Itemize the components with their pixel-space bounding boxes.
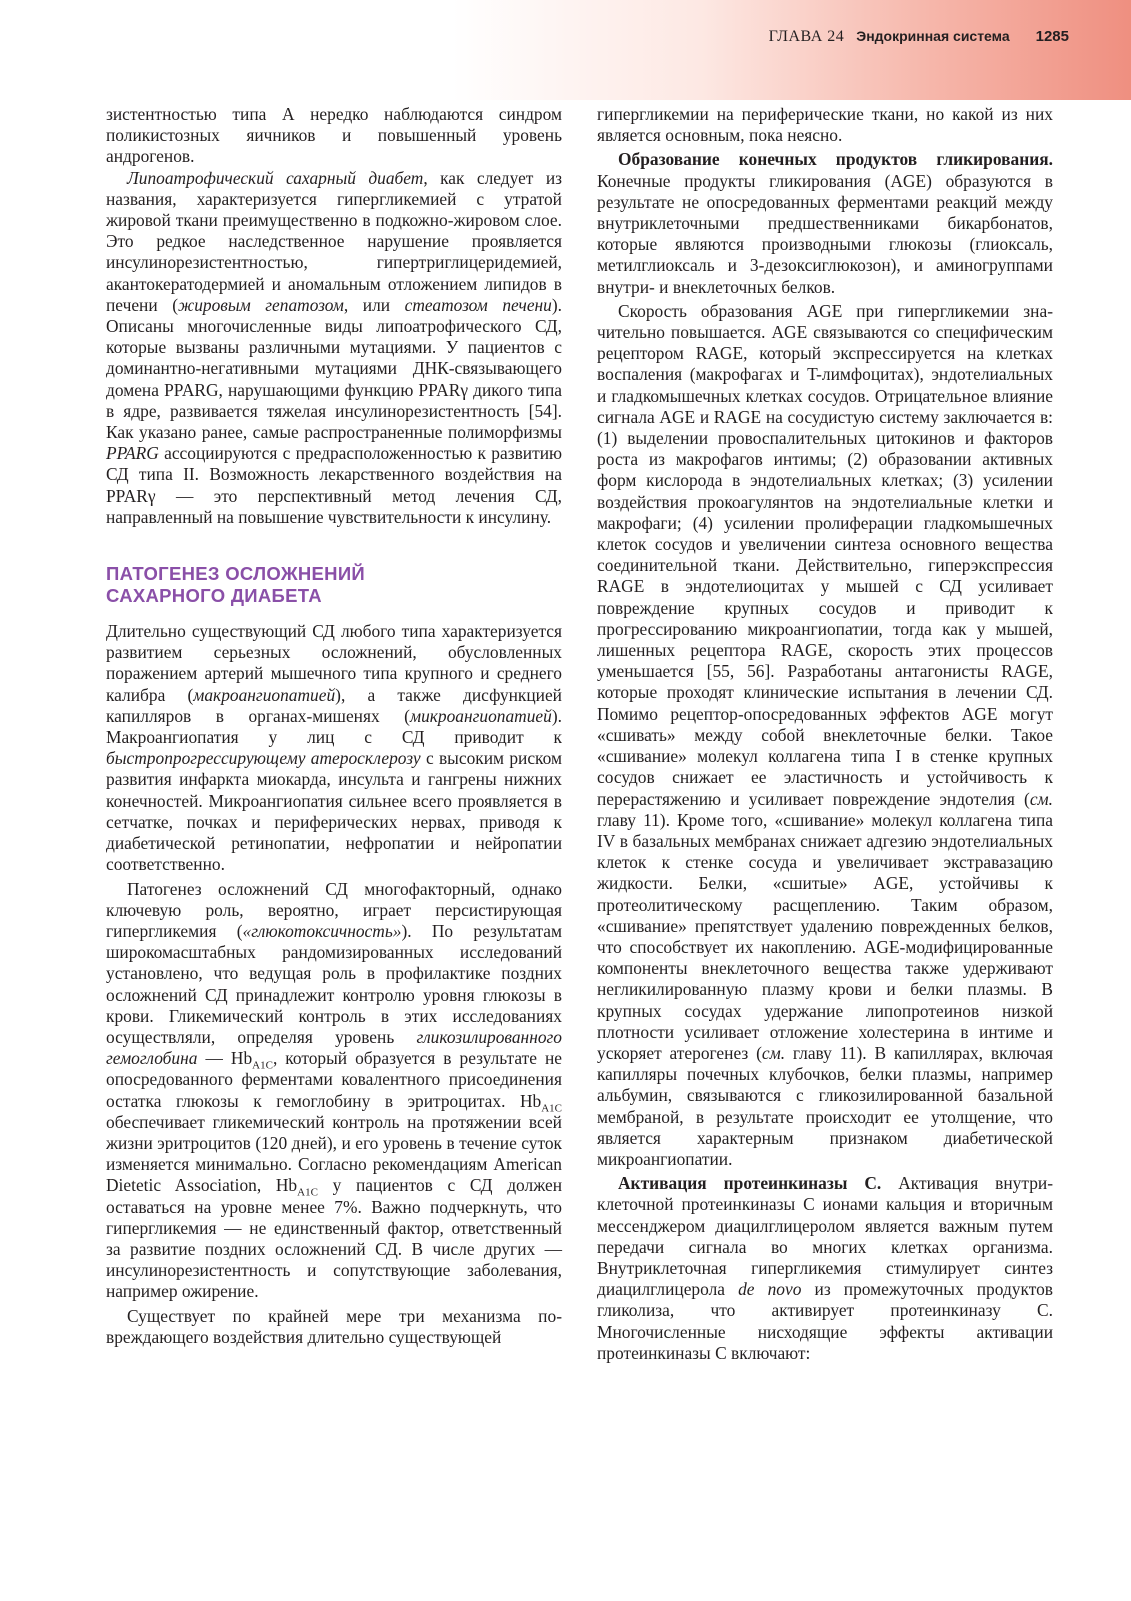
paragraph: Активация протеинкиназы С. Активация внутриклеточной протеинкиназы С ионами кальция и вторичным мессенджером диацилглицеролом является важным путем передачи сигнала во многих клетках организма. Внутриклеточная гипергликемия стимулирует синтез диацилглицерола de novo из промежуточных продуктов гликолиза, что активирует протеинкиназу С. Многочисленные нисходящие эффекты активации протеинкиназы С включают:: [597, 1173, 1053, 1363]
paragraph: гипергликемии на периферические ткани, но какой из них является основным, пока неясно.: [597, 104, 1053, 146]
chapter-label: ГЛАВА 24: [768, 28, 845, 45]
left-column: [106, 104, 562, 1348]
header-band: [0, 0, 1131, 100]
paragraph: зистентностью типа А нередко наблюдаются синдром поликистозных яичников и повышенный уровень андрогенов.: [106, 104, 562, 167]
paragraph: Длительно существующий СД любого типа характеризуется развитием серьезных осложнений, обусловленных поражением артерий мышечного типа крупного и среднего калибра (макроангиопатией), а также дисфункцией капилляров в органах-мишенях (микроангиопатией). Макроангиопатия у лиц с СД приводит к быстропрогрессирующему атеросклерозу с высоким риском развития инфаркта миокарда, инсульта и гангрены нижних конечностей. Микроангиопатия сильнее всего проявляется в сетчатке, почках и периферических нервах, приводя к диабетической ретинопатии, нефропатии и нейропатии соответственно.: [106, 621, 562, 875]
section-heading: ПАТОГЕНЕЗ ОСЛОЖНЕНИЙ САХАРНОГО ДИАБЕТА: [106, 563, 366, 607]
subscript: A1C: [252, 1059, 273, 1072]
page-number: 1285: [1035, 28, 1069, 45]
paragraph: Скорость образования AGE при гипергликемии значительно повышается. AGE связываются со специфическим рецептором RAGE, который экспрессируется на клетках воспаления (макрофагах и T-лимфоцитах), эндотелиальных и гладкомышечных клетках сосудов. Отрицательное влияние сигнала AGE и RAGE на сосудистую систему заключается в: (1) выделении провоспалительных цитокинов и факторов роста из макрофагов интимы; (2) образовании активных форм кислорода в эндотелиальных клетках; (3) усилении воздействия прокоагулянтов на эндотелиальные клетки и макрофаги; (4) усилении пролиферации гладкомышечных клеток сосудов и увеличении синтеза основного вещества соединительной ткани. Действительно, гиперэкспрессия RAGE в эндотелиоцитах у мышей с СД усиливает повреждение крупных сосудов и приводит к прогрессированию микроангиопатии, тогда как у мышей, лишенных рецептора RAGE, скорость этих процессов уменьшается [55, 56]. Разработаны антагонисты RAGE, которые проходят клинические испытания в лечении СД. Помимо рецептор-опосредованных эффектов AGE могут «сшивать» между собой внеклеточные белки. Такое «сшивание» молекул коллагена типа I в стенке крупных сосудов снижает ее эластичность и устойчивость к перерастяжению и усиливает повреждение эндотелия (см. главу 11). Кроме того, «сшивание» молекул коллагена типа IV в базальных мембранах снижает адгезию эндотелиальных клеток к стенке сосуда и увеличивает экстравазацию жидкости. Белки, «сшитые» AGE, устойчивы к протеолитическому расщеплению. Таким образом, «сшивание» препятствует удалению поврежденных белков, что способствует их накоплению. AGE-модифицированные компоненты внеклеточного вещества также удерживают негликилированную плазму крови и белки плазмы. В крупных сосудах удержание липопротеинов низкой плотности усиливает отложение холестерина в интиме и ускоряет атерогенез (см. главу 11). В капиллярах, включая капилляры почечных клубочков, белки плазмы, например альбумин, связываются с гликозилированной базальной мембраной, в результате происходит ее утолщение, что является характерным признаком диабетической микроангиопатии.: [597, 300, 1053, 1169]
run-in-heading: Активация протеинкиназы С.: [618, 1173, 882, 1194]
paragraph: Патогенез осложнений СД многофакторный, однако ключевую роль, вероятно, играет персистирующая гипергликемия («глюкотоксичность»). По результатам широкомасштабных рандомизированных исследований установлено, что ведущая роль в профилактике поздних осложнений СД принадлежит контролю уровня глюкозы в крови. Гликемический контроль в этих исследованиях осуществляли, определяя уровень гликозилированного гемоглобина — $Hb_{A1C}$, который образуется в результате не опосредованного ферментами ковалентного присоединения остатка глюкозы к гемоглобину в эритроцитах. $Hb_{A1C}$ обеспечивает гликемический контроль на протяжении всей жизни эритроцитов (120 дней), и его уровень в течение суток изменяется минимально. Согласно рекомендациям American Dietetic Association, $Hb_{A1C}$ у пациентов с СД должен оставаться на уровне менее 7%. Важно подчеркнуть, что гипергликемия — не единственный фактор, ответственный за развитие поздних осложнений СД. В числе других — инсулинорезистентность и сопутствующие заболевания, например ожирение.: [106, 878, 563, 1302]
paragraph: Существует по крайней мере три механизма повреждающего воздействия длительно существующей: [106, 1305, 562, 1347]
paragraph: Липоатрофический сахарный диабет, как следует из названия, характеризуется гипергликемией с утратой жировой ткани преимущественно в подкожно-жировом слое. Это редкое наследственное нарушение проявляется инсулинорезистентностью, гипертриглицеридемией, акантокератодермией и аномальным отложением липидов в печени (жировым гепатозом, или стеатозом печени). Описаны многочисленные виды липоатрофического СД, которые вызваны различными мутациями. У пациентов с доминантно-негативными мутациями ДНК-связывающего домена PPARG, нарушающими функцию PPARγ дикого типа в ядре, развивается тяжелая инсулинорезистентность [54]. Как указано ранее, самые распространенные полиморфизмы PPARG ассоциируются с предрасположенностью к развитию СД типа II. Возможность лекарственного воздействия на PPARγ — это перспективный метод лечения СД, направленный на повышение чувствительности к инсулину.: [106, 167, 562, 527]
run-in-heading: Образование конечных продуктов гликирования.: [618, 149, 1053, 170]
section-title: Эндокринная система: [856, 28, 1010, 44]
running-head: [769, 28, 1069, 46]
right-column: [597, 104, 1053, 1364]
term-italic: Липоатрофический сахарный диабет: [127, 167, 424, 188]
paragraph: Образование конечных продуктов гликирования. Конечные продукты гликирования (AGE) образуются в результате не опосредованных ферментами реакций между внутриклеточными предшественниками бикарбонатов, которые являются производными глюкозы (глиоксаль, метилглиоксаль и 3-дезоксиглюкозон), и аминогруппами внутри- и внеклеточных белков.: [597, 149, 1053, 297]
